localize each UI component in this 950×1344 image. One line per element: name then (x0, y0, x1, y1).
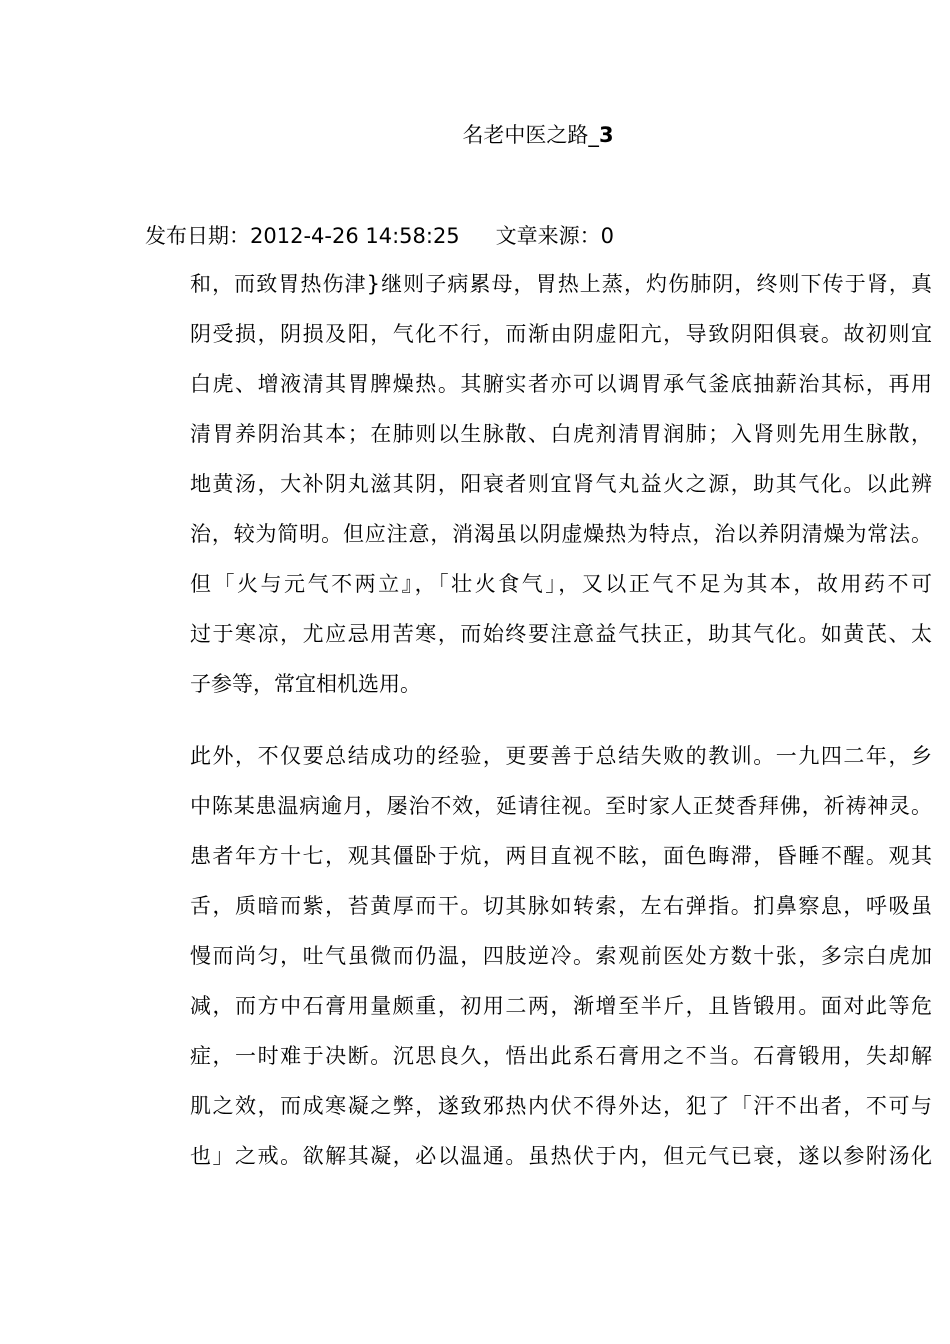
page-title (0, 120, 950, 150)
text-line: 症，一时难于决断。沉思良久，悟出此系石膏用之不当。石膏锻用，失却解 (190, 1044, 932, 1068)
text-line: 舌，质暗而紫，苔黄厚而干。切其脉如转索，左右弹指。扪鼻察息，呼吸虽 (190, 894, 932, 918)
text-line: 子参等，常宜相机选用。 (190, 672, 421, 696)
text-line: 地黄汤，大补阴丸滋其阴，阳衰者则宜肾气丸益火之源，助其气化。以此辨 (190, 472, 932, 496)
date-label: 发布日期： (145, 224, 250, 248)
text-line: 患者年方十七，观其僵卧于炕，两目直视不眩，面色晦滞，昏睡不醒。观其 (190, 844, 932, 868)
text-line: 减，而方中石膏用量颇重，初用二两，渐增至半斤，且皆锻用。面对此等危 (190, 994, 932, 1018)
text-line: 慢而尚匀，吐气虽微而仍温，四肢逆冷。索观前医处方数十张，多宗白虎加 (190, 944, 932, 968)
text-line: 白虎、增液清其胃脾燥热。其腑实者亦可以调胃承气釜底抽薪治其标，再用 (190, 372, 932, 396)
text-line: 和，而致胃热伤津}继则子病累母，胃热上蒸，灼伤肺阴，终则下传于肾，真 (190, 272, 932, 296)
paragraph-1 (190, 269, 932, 719)
text-line: 肌之效，而成寒凝之弊，遂致邪热内伏不得外达，犯了「汗不出者，不可与 (190, 1094, 932, 1118)
text-line: 阴受损，阴损及阳，气化不行，而渐由阴虚阳亢，导致阴阳俱衰。故初则宜 (190, 322, 932, 346)
text-line: 也」之戒。欲解其凝，必以温通。虽热伏于内，但元气已衰，遂以参附汤化 (190, 1144, 932, 1168)
source-value: 0 (600, 224, 615, 248)
title-number: 3 (598, 123, 614, 147)
text-line: 清胃养阴治其本；在肺则以生脉散、白虎剂清胃润肺；入肾则先用生脉散， (190, 422, 932, 446)
text-line: 但「火与元气不两立』，「壮火食气」，又以正气不足为其本，故用药不可 (190, 572, 932, 596)
title-text: 名老中医之路_ (462, 123, 599, 147)
date-value: 2012-4-26 14:58:25 (250, 224, 460, 248)
paragraph-2 (190, 741, 932, 1191)
text-line: 过于寒凉，尤应忌用苦寒，而始终要注意益气扶正，助其气化。如黄芪、太 (190, 622, 932, 646)
text-line: 中陈某患温病逾月，屡治不效，延请往视。至时家人正焚香拜佛，祈祷神灵。 (190, 794, 932, 818)
article-meta (145, 221, 614, 251)
text-line: 治，较为简明。但应注意，消渴虽以阴虚燥热为特点，治以养阴清燥为常法。 (190, 522, 932, 546)
source-label: 文章来源： (495, 224, 601, 248)
text-line: 此外，不仅要总结成功的经验，更要善于总结失败的教训。一九四二年，乡 (190, 744, 932, 768)
